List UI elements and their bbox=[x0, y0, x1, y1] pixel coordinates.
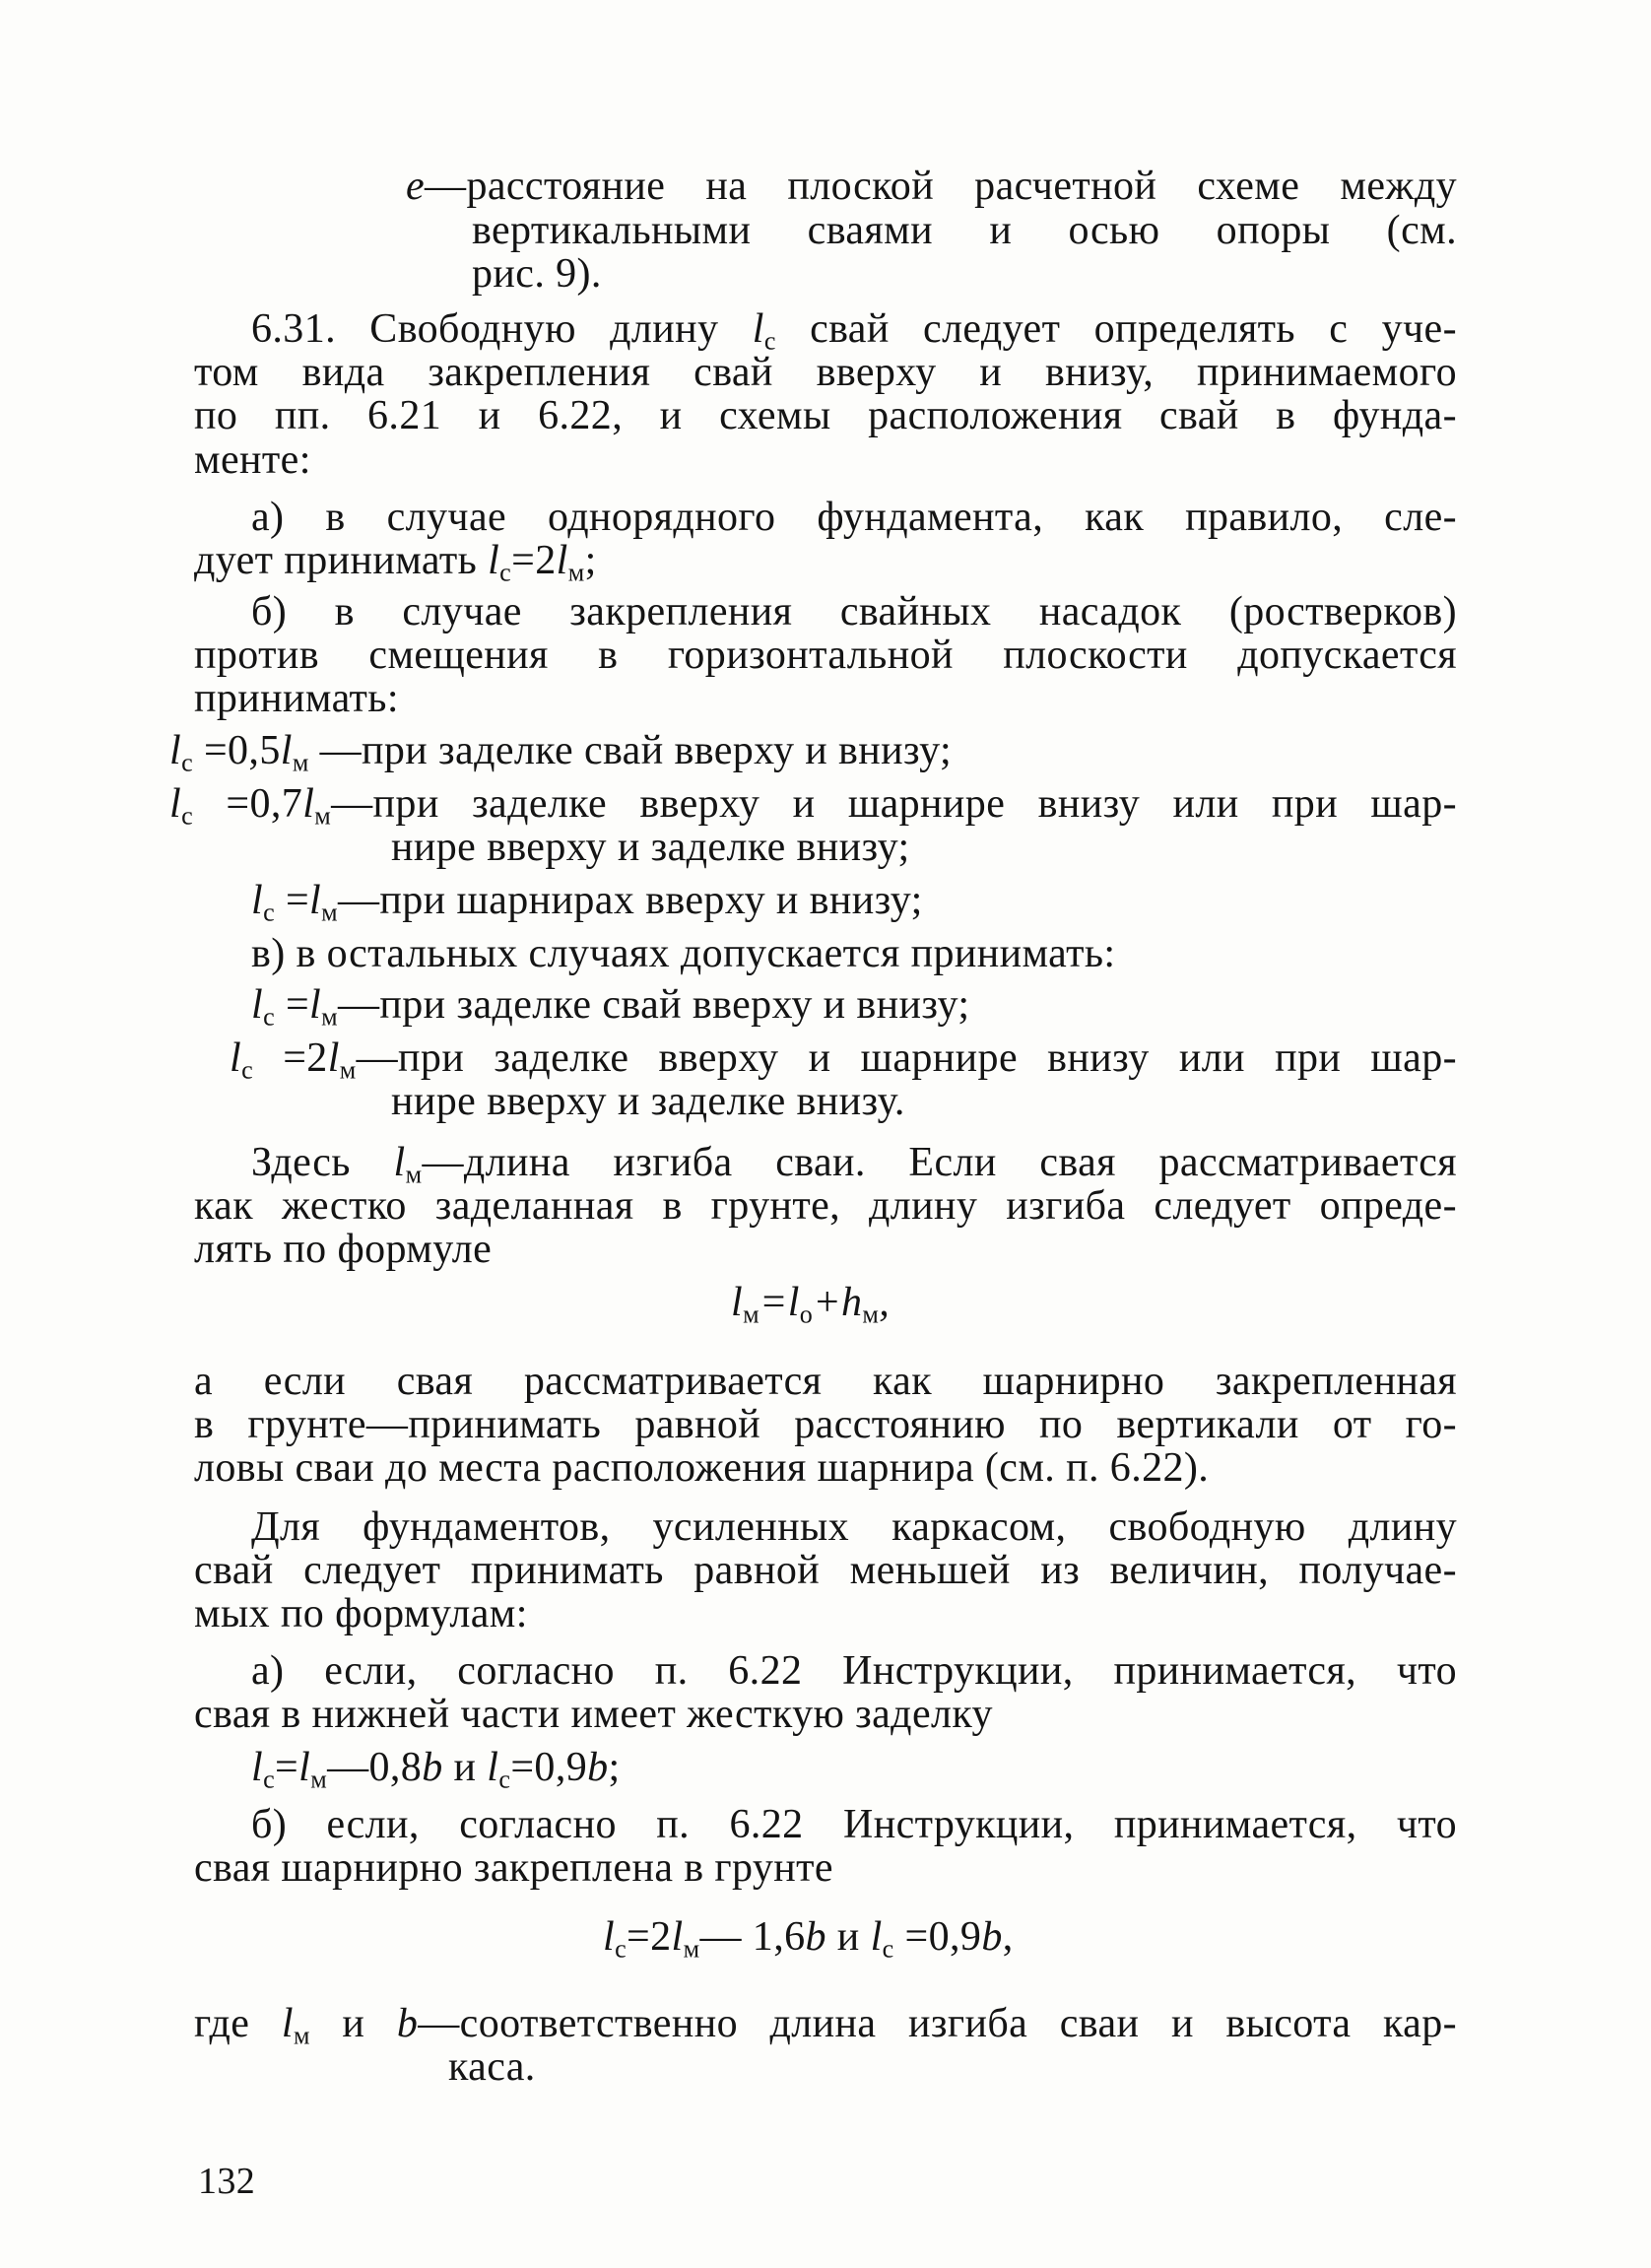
text-run: —при заделке вверху и шарнире внизу или при шар- bbox=[331, 781, 1458, 827]
text-run: + bbox=[813, 1280, 841, 1325]
text-line bbox=[251, 1503, 1457, 1551]
math-subscript: c bbox=[763, 326, 776, 356]
math-symbol: l bbox=[487, 1745, 499, 1790]
text-run: =2 bbox=[511, 538, 557, 583]
text-line bbox=[251, 1139, 1458, 1189]
text-run: —при заделке свай вверху и внизу; bbox=[338, 982, 970, 1028]
text-run: где bbox=[194, 2001, 282, 2046]
math-subscript: c bbox=[498, 1765, 511, 1794]
math-subscript: м bbox=[683, 1934, 700, 1964]
text-run: и bbox=[442, 1745, 488, 1790]
text-line bbox=[448, 2043, 536, 2091]
formula-line bbox=[251, 1744, 621, 1794]
text-run: ловы сваи до места расположения шарнира (см. п. 6.22). bbox=[194, 1445, 1210, 1491]
text-line bbox=[194, 1547, 1457, 1594]
text-line bbox=[251, 1801, 1457, 1848]
formula-line bbox=[251, 877, 923, 927]
math-symbol: b bbox=[587, 1745, 609, 1790]
text-run: б) если, согласно п. 6.22 Инструкции, принимается, что bbox=[251, 1802, 1457, 1847]
math-subscript: м bbox=[292, 748, 309, 777]
math-symbol: l bbox=[393, 1140, 406, 1185]
text-run: Здесь bbox=[251, 1140, 394, 1185]
math-symbol: l bbox=[251, 982, 264, 1028]
text-run: нире вверху и заделке внизу; bbox=[391, 825, 910, 870]
text-run: —длина изгиба сваи. Если свая рассматривается bbox=[422, 1140, 1458, 1185]
math-subscript: c bbox=[263, 1765, 276, 1794]
text-run: свая в нижней части имеет жесткую заделку bbox=[194, 1692, 993, 1737]
math-symbol: l bbox=[169, 781, 182, 827]
math-subscript: c bbox=[263, 898, 276, 927]
text-run: а) в случае однорядного фундамента, как правило, сле- bbox=[251, 495, 1457, 540]
text-run: нире вверху и заделке внизу. bbox=[391, 1079, 905, 1124]
text-line bbox=[194, 1691, 993, 1738]
math-subscript: c bbox=[241, 1055, 254, 1085]
text-line bbox=[194, 1401, 1457, 1448]
text-run: каса. bbox=[448, 2044, 536, 2090]
text-run: —при шарнирах вверху и внизу; bbox=[338, 878, 923, 923]
text-line bbox=[391, 824, 910, 871]
text-run: по пп. 6.21 и 6.22, и схемы расположения свай в фунда- bbox=[194, 393, 1457, 438]
text-run: а) если, согласно п. 6.22 Инструкции, принимается, что bbox=[251, 1648, 1457, 1694]
formula-display bbox=[731, 1279, 891, 1329]
text-run: =0,9 bbox=[893, 1914, 982, 1960]
math-symbol: b bbox=[805, 1914, 826, 1960]
formula-line bbox=[251, 981, 970, 1032]
formula-line bbox=[230, 1034, 1457, 1085]
math-symbol: h bbox=[840, 1280, 863, 1325]
math-symbol: l bbox=[251, 878, 264, 923]
text-line bbox=[251, 494, 1457, 541]
math-subscript: м bbox=[405, 1160, 423, 1189]
formula-line bbox=[169, 780, 1458, 831]
math-symbol: l bbox=[309, 878, 322, 923]
math-symbol: b bbox=[396, 2001, 419, 2046]
text-run: = bbox=[275, 982, 310, 1028]
text-run: Для фундаментов, усиленных каркасом, свободную длину bbox=[251, 1504, 1457, 1550]
text-line bbox=[194, 1590, 528, 1637]
text-run: , bbox=[879, 1280, 891, 1325]
text-run: — 1,6 bbox=[699, 1914, 806, 1960]
text-run: ; bbox=[608, 1745, 621, 1790]
text-line bbox=[194, 1844, 833, 1892]
page-number: 132 bbox=[198, 2161, 256, 2202]
text-run: =2 bbox=[627, 1914, 672, 1960]
text-run: =0,5 bbox=[193, 728, 281, 773]
text-line bbox=[406, 163, 1457, 210]
math-subscript: c bbox=[181, 801, 194, 831]
text-run: —расстояние на плоской расчетной схеме между bbox=[425, 164, 1457, 209]
text-run: лять по формуле bbox=[194, 1227, 493, 1272]
math-symbol: l bbox=[870, 1914, 883, 1960]
text-line bbox=[194, 392, 1457, 439]
text-line bbox=[251, 1647, 1457, 1695]
text-run: —при заделке свай вверху и внизу; bbox=[308, 728, 953, 773]
formula-display bbox=[603, 1913, 1014, 1964]
text-run: =2 bbox=[253, 1035, 328, 1081]
text-run: и bbox=[826, 1914, 871, 1960]
text-line bbox=[391, 1078, 905, 1125]
math-symbol: l bbox=[302, 781, 315, 827]
text-run: —соответственно длина изгиба сваи и высота кар- bbox=[418, 2001, 1457, 2046]
math-symbol: l bbox=[280, 728, 293, 773]
math-symbol: e bbox=[406, 164, 426, 209]
text-run: в грунте—принимать равной расстоянию по вертикали от го- bbox=[194, 1402, 1457, 1447]
text-run: против смещения в горизонтальной плоскости допускается bbox=[194, 633, 1457, 678]
math-subscript: м bbox=[321, 898, 338, 927]
text-run: свай следует определять с уче- bbox=[775, 306, 1457, 352]
text-run: = bbox=[759, 1280, 788, 1325]
text-run: мых по формулам: bbox=[194, 1591, 528, 1636]
text-run: —при заделке вверху и шарнире внизу или при шар- bbox=[356, 1035, 1457, 1081]
text-run: а если свая рассматривается как шарнирно закрепленная bbox=[194, 1359, 1457, 1404]
math-subscript: м bbox=[293, 2021, 310, 2050]
text-run: свай следует принимать равной меньшей из величин, получае- bbox=[194, 1548, 1457, 1593]
text-run: = bbox=[275, 1745, 299, 1790]
text-run: 6.31. Свободную длину bbox=[251, 306, 753, 352]
text-run: , bbox=[1002, 1914, 1014, 1960]
text-run: = bbox=[275, 878, 310, 923]
text-run: и bbox=[309, 2001, 397, 2046]
text-line bbox=[472, 207, 1457, 254]
math-symbol: l bbox=[671, 1914, 684, 1960]
math-subscript: м bbox=[567, 558, 585, 587]
text-run: ; bbox=[584, 538, 597, 583]
math-symbol: b bbox=[981, 1914, 1003, 1960]
text-run: как жестко заделанная в грунте, длину изгиба следует опреде- bbox=[194, 1183, 1457, 1229]
math-symbol: l bbox=[309, 982, 322, 1028]
text-run: в) в остальных случаях допускается принимать: bbox=[251, 931, 1116, 976]
math-symbol: l bbox=[298, 1745, 311, 1790]
text-run: вертикальными сваями и осью опоры (см. bbox=[472, 208, 1457, 253]
math-subscript: c bbox=[181, 748, 194, 777]
text-run: —0,8 bbox=[327, 1745, 423, 1790]
text-line bbox=[194, 1226, 492, 1273]
text-line bbox=[194, 537, 597, 587]
text-line bbox=[194, 349, 1457, 396]
text-line bbox=[194, 1444, 1209, 1492]
text-line bbox=[251, 305, 1457, 356]
math-subscript: м bbox=[743, 1300, 759, 1329]
text-line bbox=[194, 675, 399, 722]
math-symbol: l bbox=[281, 2001, 294, 2046]
math-symbol: l bbox=[488, 538, 500, 583]
math-symbol: l bbox=[169, 728, 182, 773]
text-run: б) в случае закрепления свайных насадок (ростверков) bbox=[251, 589, 1457, 634]
math-subscript: c bbox=[882, 1934, 894, 1964]
formula-line bbox=[169, 727, 953, 777]
text-line bbox=[251, 588, 1457, 635]
math-subscript: м bbox=[310, 1765, 328, 1794]
math-symbol: l bbox=[752, 306, 764, 352]
math-subscript: м bbox=[321, 1002, 338, 1032]
math-subscript: c bbox=[263, 1002, 276, 1032]
text-run: том вида закрепления свай вверху и внизу, принимаемого bbox=[194, 350, 1457, 395]
text-run: =0,9 bbox=[510, 1745, 588, 1790]
text-line bbox=[472, 250, 602, 298]
text-run: рис. 9). bbox=[472, 251, 602, 297]
text-run: свая шарнирно закреплена в грунте bbox=[194, 1845, 833, 1891]
math-symbol: l bbox=[251, 1745, 264, 1790]
math-symbol: l bbox=[230, 1035, 242, 1081]
text-line bbox=[251, 930, 1116, 977]
math-subscript: м bbox=[339, 1055, 357, 1085]
math-subscript: c bbox=[499, 558, 512, 587]
text-line bbox=[194, 2000, 1457, 2050]
math-symbol: l bbox=[327, 1035, 340, 1081]
text-run: дует принимать bbox=[194, 538, 489, 583]
math-symbol: l bbox=[731, 1280, 744, 1325]
math-symbol: b bbox=[422, 1745, 443, 1790]
text-run: =0,7 bbox=[193, 781, 303, 827]
text-line bbox=[194, 1182, 1457, 1230]
math-subscript: м bbox=[862, 1300, 880, 1329]
math-subscript: c bbox=[615, 1934, 627, 1964]
math-symbol: l bbox=[556, 538, 568, 583]
text-run: менте: bbox=[194, 437, 311, 483]
text-run: принимать: bbox=[194, 676, 399, 721]
text-line bbox=[194, 1358, 1457, 1405]
text-line bbox=[194, 436, 311, 484]
text-line bbox=[194, 632, 1457, 679]
math-subscript: м bbox=[314, 801, 332, 831]
math-subscript: о bbox=[799, 1300, 814, 1329]
math-symbol: l bbox=[603, 1914, 616, 1960]
math-symbol: l bbox=[787, 1280, 800, 1325]
